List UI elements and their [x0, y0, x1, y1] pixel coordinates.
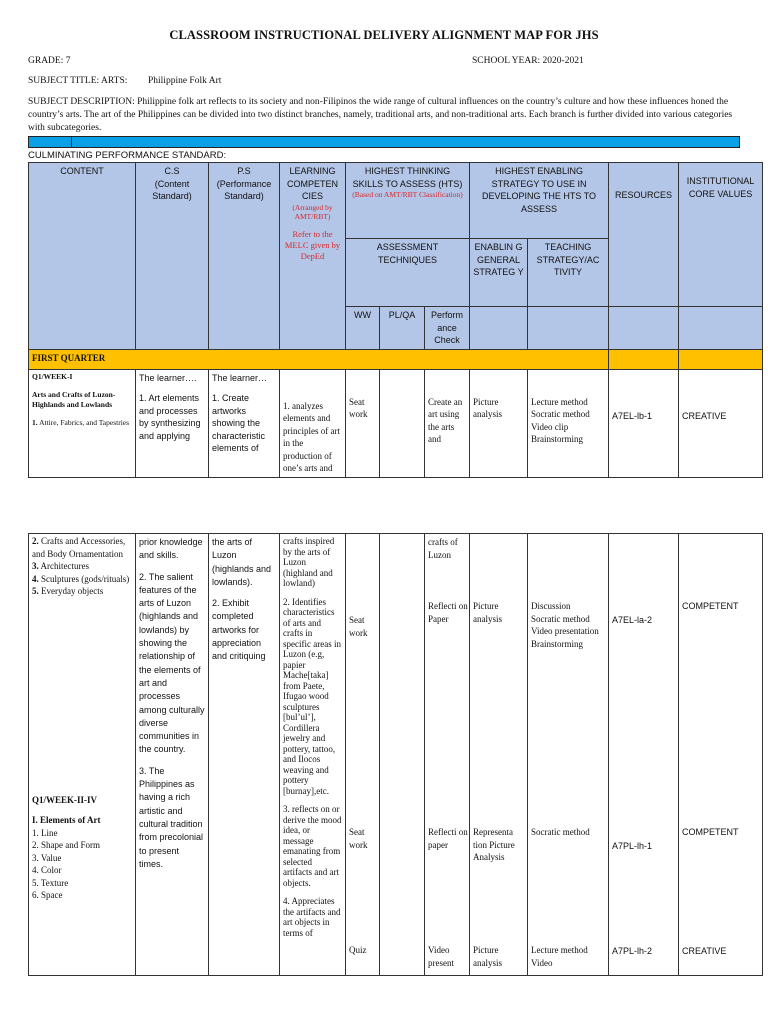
resource-cell: A7EL-lb-1 [609, 369, 679, 477]
header-learning-competencies: LEARNING COMPETEN CIES (Arranged by AMT/RBT) Refer to the MELC given by DepEd [280, 163, 346, 350]
performance-standard-cell: The learner… 1. Create artworks showing the characteristic elements of [209, 369, 280, 477]
header-content: CONTENT [29, 163, 136, 350]
header-ww: WW [346, 307, 380, 350]
general-strategy-cell: Picture analysis [470, 369, 528, 477]
competency-cell: 1. analyzes elements and principles of art in the production of one’s arts and [280, 369, 346, 477]
performance-standard-cell: the arts of Luzon (highlands and lowlands). 2. Exhibit completed artworks for appreciation and critiquing [209, 534, 280, 976]
header-assessment-techniques: ASSESSMENT TECHNIQUES [346, 239, 470, 307]
quarter-label: FIRST QUARTER [29, 349, 609, 369]
header-enabling-strategy: HIGHEST ENABLING STRATEGY TO USE IN DEVELOPING THE HTS TO ASSESS [470, 163, 609, 239]
header-content-standard: C.S (Content Standard) [136, 163, 209, 350]
school-year-label: SCHOOL YEAR: 2020-2021 [472, 56, 584, 66]
week-label: Q1/WEEK-I [32, 371, 73, 381]
culminating-standard-label: CULMINATING PERFORMANCE STANDARD: [28, 150, 227, 161]
header-performance-standard: P.S (Performance Standard) [209, 163, 280, 350]
teaching-strategy-cell: Lecture method Socratic method Video clip Brainstorming [528, 369, 609, 477]
content-cell: Q1/WEEK-I Arts and Crafts of Luzon- Highlands and Lowlands 1. Attire, Fabrics, and Tapestries [29, 369, 136, 477]
core-value-cell: CREATIVE [679, 369, 763, 477]
topic-label: Arts and Crafts of Luzon- Highlands and Lowlands [32, 389, 116, 409]
grade-label: GRADE: 7 [28, 56, 71, 66]
alignment-table-page1 [28, 162, 763, 478]
table-row [29, 369, 763, 477]
document-title: CLASSROOM INSTRUCTIONAL DELIVERY ALIGNMENT MAP FOR JHS [169, 28, 599, 42]
content-cell: 2. Crafts and Accessories, and Body Ornamentation 3. Architectures 4. Sculptures (gods/rituals) 5. Everyday objects Q1/WEEK-II-IV I. Elements of Art 1. Line 2. Shape and Form 3. Value 4. Color 5. Texture 6. Space [29, 534, 136, 976]
header-general-strategy: ENABLIN G GENERAL STRATEG Y [470, 239, 528, 307]
week-label: Q1/WEEK-II-IV [32, 794, 98, 805]
teaching-strategy-cell: Discussion Socratic method Video presentation Brainstorming Socratic method Lecture method Video [528, 534, 609, 976]
ww-cell: Seat work [346, 369, 380, 477]
header-hts: HIGHEST THINKING SKILLS TO ASSESS (HTS) (Based on AMT/RBT Classification) [346, 163, 470, 239]
ww-cell: Seat work Seat work Quiz [346, 534, 380, 976]
performance-check-cell: Create an art using the arts and [425, 369, 470, 477]
header-teaching-strategy: TEACHING STRATEGY/AC TIVITY [528, 239, 609, 307]
header-resources: RESOURCES [609, 163, 679, 307]
performance-check-cell: crafts of Luzon Reflecti on Paper Reflecti on paper Video present [425, 534, 470, 976]
competency-cell: crafts inspired by the arts of Luzon (highland and lowland) 2. Identifies characteristics of arts and crafts in specific areas in Luzon (e.g, papier Mache[taka] from Paete, Ifugao wood sculptures [bul’ul’], Cordillera jewelry and pottery, tattoo, and Ilocos weaving and pottery [burnay],etc. 3. reflects on or derive the mood idea, or message emanating from selected artifacts and art objects. 4. Appreciates the artifacts and art objects in terms of [280, 534, 346, 976]
hts-note: (Based on AMT/RBT Classification) [352, 190, 463, 199]
elements-title: I. Elements of Art [32, 815, 101, 825]
subject-title-label: SUBJECT TITLE: ARTS: [28, 76, 128, 86]
subject-title-value: Philippine Folk Art [148, 76, 222, 86]
header-performance-check: Perform ance Check [425, 307, 470, 350]
alignment-table-page2 [28, 533, 763, 976]
subject-description: SUBJECT DESCRIPTION: Philippine folk art reflects to its society and non-Filipinos the wide range of cultural influences on the country’s culture and how these influences honed the country’s arts. The art of the Philippines can be divided into two distinct branches, namely, traditional arts, and non-traditional arts. Each branch is further divided into various categories with subcategories. [28, 97, 733, 133]
content-standard-cell: prior knowledge and skills. 2. The salient features of the arts of Luzon (highlands and lowlands) by showing the relationship of the elements of art and processes among culturally diverse communities in the country. 3. The Philippines as having a rich artistic and cultural tradition from precolonial to present times. [136, 534, 209, 976]
resource-cell: A7EL-la-2 A7PL-lh-1 A7PL-lh-2 [609, 534, 679, 976]
header-plqa: PL/QA [380, 307, 425, 350]
content-standard-cell: The learner…. 1. Art elements and processes by synthesizing and applying [136, 369, 209, 477]
general-strategy-cell: Picture analysis Representa tion Picture Analysis Picture analysis [470, 534, 528, 976]
lc-note-arranged: (Arranged by AMT/RBT) [292, 202, 333, 221]
core-value-cell: COMPETENT COMPETENT CREATIVE [679, 534, 763, 976]
header-core-values: INSTITUTIONAL CORE VALUES [679, 163, 763, 307]
table-row [29, 534, 763, 976]
lc-note-melc: Refer to the MELC given by DepEd [284, 228, 341, 261]
blue-bar [28, 136, 740, 148]
